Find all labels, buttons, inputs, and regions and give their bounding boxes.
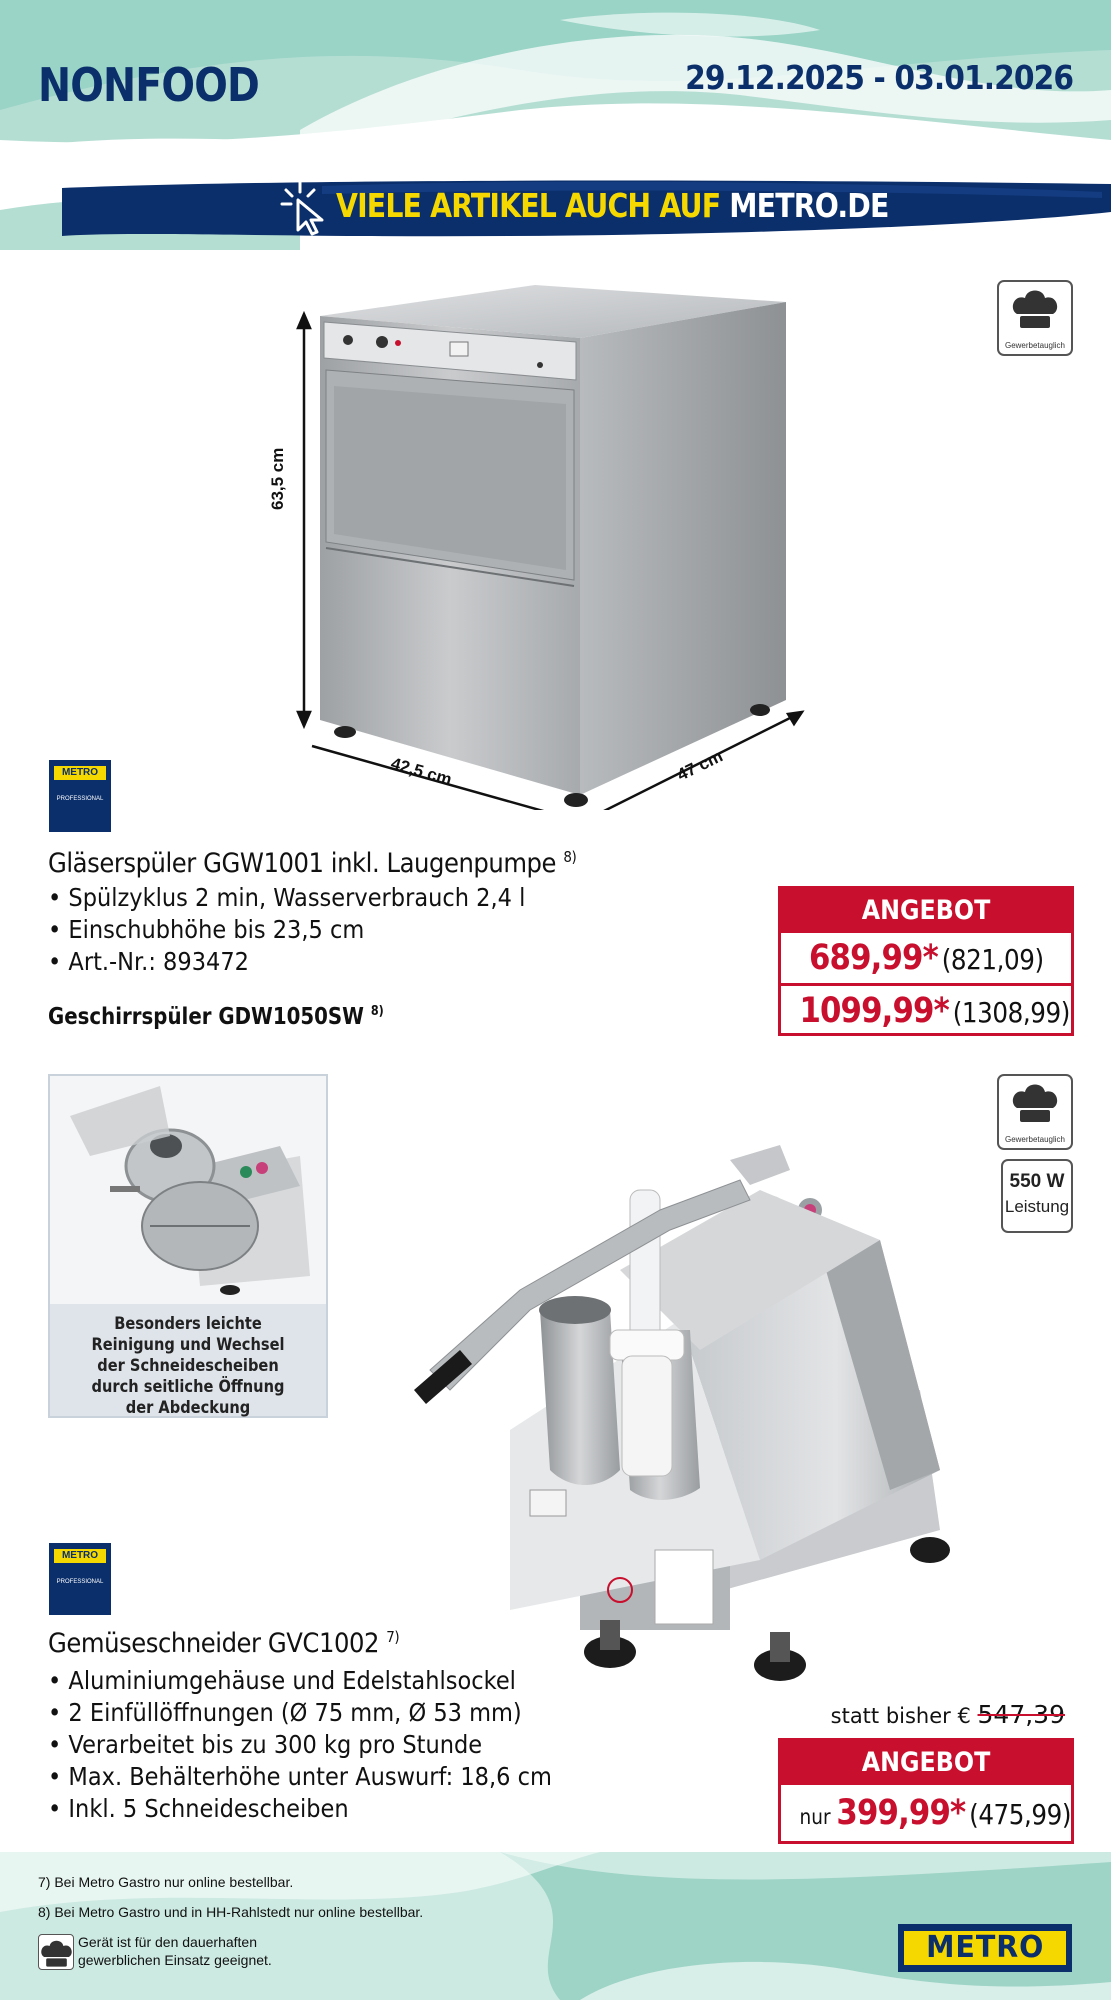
chef-hat-icon-small xyxy=(38,1934,74,1970)
section-title: NONFOOD xyxy=(38,58,259,112)
price-dishwasher: 1099,99* xyxy=(799,991,949,1031)
inset-caption: Besonders leichte Reinigung und Wechsel der Schneidescheiben durch seitliche Öffnung der Abdeckung xyxy=(50,1304,326,1416)
power-badge xyxy=(1001,1159,1073,1233)
power-label: Leistung xyxy=(1004,1197,1070,1216)
price-net-dishwasher: (1308,99) xyxy=(952,996,1070,1029)
product1-price-box xyxy=(778,886,1074,1036)
metro-logo[interactable]: METRO xyxy=(898,1924,1072,1972)
dimension-height: 63,5 cm xyxy=(268,447,287,510)
previous-price: statt bisher € 547,39 xyxy=(830,1700,1065,1729)
pointer-click-icon xyxy=(278,176,334,238)
vegetable-cutter-image xyxy=(400,1090,960,1690)
metro-professional-logo-2: METRO PROFESSIONAL xyxy=(49,1543,111,1615)
metro-professional-logo: METRO PROFESSIONAL xyxy=(49,760,111,832)
commercial-use-caption: Gewerbetauglich xyxy=(1004,341,1066,350)
chef-hat-icon xyxy=(1011,1082,1059,1124)
promo-text[interactable]: VIELE ARTIKEL AUCH AUF METRO.DE xyxy=(336,186,889,225)
footnote-8: 8) Bei Metro Gastro und in HH-Rahlstedt nur online bestellbar. xyxy=(38,1904,424,1920)
list-item: • Verarbeitet bis zu 300 kg pro Stunde xyxy=(48,1730,483,1759)
date-range: 29.12.2025 - 03.01.2026 xyxy=(684,58,1073,97)
product1-title: Gläserspüler GGW1001 inkl. Laugenpumpe $^{8)}$ xyxy=(48,848,577,879)
list-item: • Aluminiumgehäuse und Edelstahlsockel xyxy=(48,1666,516,1695)
commercial-use-badge xyxy=(997,280,1073,356)
commercial-use-caption: Gewerbetauglich xyxy=(1004,1135,1066,1144)
product2-title: Gemüseschneider GVC1002 $^{7)}$ xyxy=(48,1628,400,1659)
list-item: • Inkl. 5 Schneidescheiben xyxy=(48,1794,349,1823)
product2-features xyxy=(48,1665,608,1825)
product2-price-box xyxy=(778,1738,1074,1844)
footnote-7: 7) Bei Metro Gastro nur online bestellbar. xyxy=(38,1874,294,1890)
previous-price-value: 547,39 xyxy=(977,1700,1065,1729)
price-net-glasswasher: (821,09) xyxy=(941,943,1044,976)
commercial-use-badge-2 xyxy=(997,1074,1073,1150)
dimension-width: 42,5 cm xyxy=(388,753,454,790)
price-prefix: nur xyxy=(799,1805,837,1829)
price-row-vegetable-cutter xyxy=(781,1785,1071,1841)
glasswasher-image xyxy=(290,280,810,810)
price-net-vegetable-cutter: (475,99) xyxy=(969,1798,1072,1831)
price-glasswasher: 689,99* xyxy=(808,938,938,978)
hat-note-line1: Gerät ist für den dauerhaften xyxy=(78,1934,257,1950)
list-item: • Einschubhöhe bis 23,5 cm xyxy=(48,915,365,944)
hat-note-line2: gewerblichen Einsatz geeignet. xyxy=(78,1952,272,1968)
chef-hat-icon xyxy=(1011,288,1059,330)
dimension-depth: 47 cm xyxy=(674,746,726,785)
price-row-glasswasher xyxy=(781,933,1071,983)
price-vegetable-cutter: 399,99* xyxy=(836,1793,966,1833)
promo-site[interactable]: METRO.DE xyxy=(729,186,889,225)
list-item: • Max. Behälterhöhe unter Auswurf: 18,6 cm xyxy=(48,1762,552,1791)
product1-features xyxy=(48,882,578,978)
inset-detail-box xyxy=(48,1074,328,1418)
list-item: • Art.-Nr.: 893472 xyxy=(48,947,249,976)
list-item: • Spülzyklus 2 min, Wasserverbrauch 2,4 l xyxy=(48,883,526,912)
open-lid-detail-image xyxy=(50,1076,326,1304)
offer-label: ANGEBOT xyxy=(781,889,1071,933)
power-value: 550 W xyxy=(1009,1171,1065,1192)
product1-variant-title: Geschirrspüler GDW1050SW $^{8)}$ xyxy=(48,1004,384,1030)
offer-label: ANGEBOT xyxy=(781,1741,1071,1785)
price-row-dishwasher xyxy=(781,983,1071,1033)
list-item: • 2 Einfüllöffnungen (Ø 75 mm, Ø 53 mm) xyxy=(48,1698,522,1727)
